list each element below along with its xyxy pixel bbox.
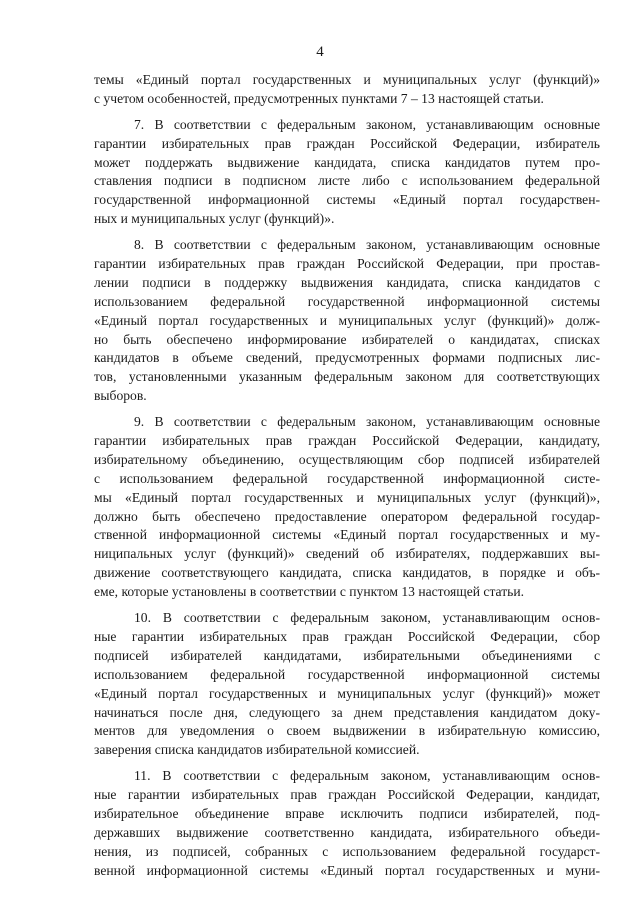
text-line: 9. В соответствии с федеральным законом, устанавливающим основные [134, 414, 600, 430]
page-number: 4 [316, 44, 324, 60]
text-line: движение соответствующего кандидата, списка кандидатов, в порядке и объ- [94, 565, 600, 581]
text-line: «Единый портал государственных и муниципальных услуг (функций)» долж- [94, 312, 600, 328]
text-line: ментов для уведомления о своем выдвижении в избирательную комиссию, [94, 723, 600, 739]
text-line: темы «Единый портал государственных и муниципальных услуг (функций)» [94, 72, 600, 87]
text-line: ные гарантии избирательных прав граждан Российской Федерации, кандидат, [94, 787, 600, 803]
paragraph-7 [94, 116, 600, 229]
text-line: ставления подписи в подписном листе либо с использованием федеральной [94, 173, 600, 189]
text-line: кандидатов в объеме сведений, предусмотренных формами подписных лис- [94, 350, 600, 366]
paragraph-9 [94, 413, 600, 602]
text-line: «Единый портал государственных и муниципальных услуг (функций)» может [94, 685, 600, 701]
text-line: но быть обеспечено информирование избирателей о кандидатах, списках [94, 331, 600, 347]
text-line: венной информационной системы «Единый портал государственных и муни- [94, 862, 600, 878]
text-line: с использованием федеральной государственной информационной систе- [94, 470, 600, 486]
text-line: нения, из подписей, собранных с использованием федеральной государст- [94, 843, 600, 859]
text-line: 8. В соответствии с федеральным законом, устанавливающим основные [134, 237, 600, 253]
text-line: подписей избирателей кандидатами, избирательными объединениями с [94, 647, 600, 663]
text-line: заверения списка кандидатов избирательной комиссией. [94, 742, 420, 758]
text-line: может поддержать выдвижение кандидата, списка кандидатов путем про- [94, 154, 600, 170]
text-line: ных и муниципальных услуг (функций)». [94, 211, 335, 227]
text-line: выборов. [94, 388, 147, 404]
text-line: избирательное объединение вправе исключить подписи избирателей, под- [94, 805, 600, 821]
text-line: гарантии избирательных прав граждан Российской Федерации, при простав- [94, 256, 600, 272]
text-line: государственной информационной системы «Единый портал государствен- [94, 192, 600, 208]
paragraph-8 [94, 236, 600, 406]
paragraph-10 [94, 609, 600, 760]
text-line: лении подписи в поддержку выдвижения кандидата, списка кандидатов с [94, 274, 600, 290]
text-line: еме, которые установлены в соответствии с пунктом 13 настоящей статьи. [94, 584, 525, 600]
text-line: 10. В соответствии с федеральным законом, устанавливающим основ- [134, 610, 600, 626]
text-line: использованием федеральной государственной информационной системы [94, 293, 600, 309]
document-body [94, 71, 600, 888]
text-line: ные гарантии избирательных прав граждан Российской Федерации, сбор [94, 628, 600, 644]
text-line: должно быть обеспечено предоставление оператором федеральной государ- [94, 508, 600, 524]
text-line: 7. В соответствии с федеральным законом, устанавливающим основные [134, 116, 600, 132]
text-line: ственной информационной системы «Единый портал государственных и му- [94, 527, 600, 543]
text-line: тов, установленными указанным федеральным законом для соответствующих [94, 369, 600, 385]
text-line: использованием федеральной государственной информационной системы [94, 666, 600, 682]
paragraph-11 [94, 767, 600, 880]
text-line: гарантии избирательных прав граждан Российской Федерации, кандидату, [94, 433, 600, 449]
text-line: 11. В соответствии с федеральным законом, устанавливающим основ- [134, 768, 600, 784]
text-line: ниципальных услуг (функций)» сведений об избирателях, поддержавших вы- [94, 546, 600, 562]
paragraph-continuation [94, 71, 600, 109]
text-line: гарантии избирательных прав граждан Российской Федерации, избиратель [94, 135, 600, 151]
text-line: начинаться после дня, следующего за днем представления кандидатом доку- [94, 704, 600, 720]
text-line: державших выдвижение соответственно кандидата, избирательного объеди- [94, 824, 600, 840]
text-line: избирательному объединению, осуществляющим сбор подписей избирателей [94, 451, 600, 467]
text-line: мы «Единый портал государственных и муниципальных услуг (функций)», [94, 489, 600, 505]
text-line: с учетом особенностей, предусмотренных пунктами 7 – 13 настоящей статьи. [94, 90, 544, 106]
